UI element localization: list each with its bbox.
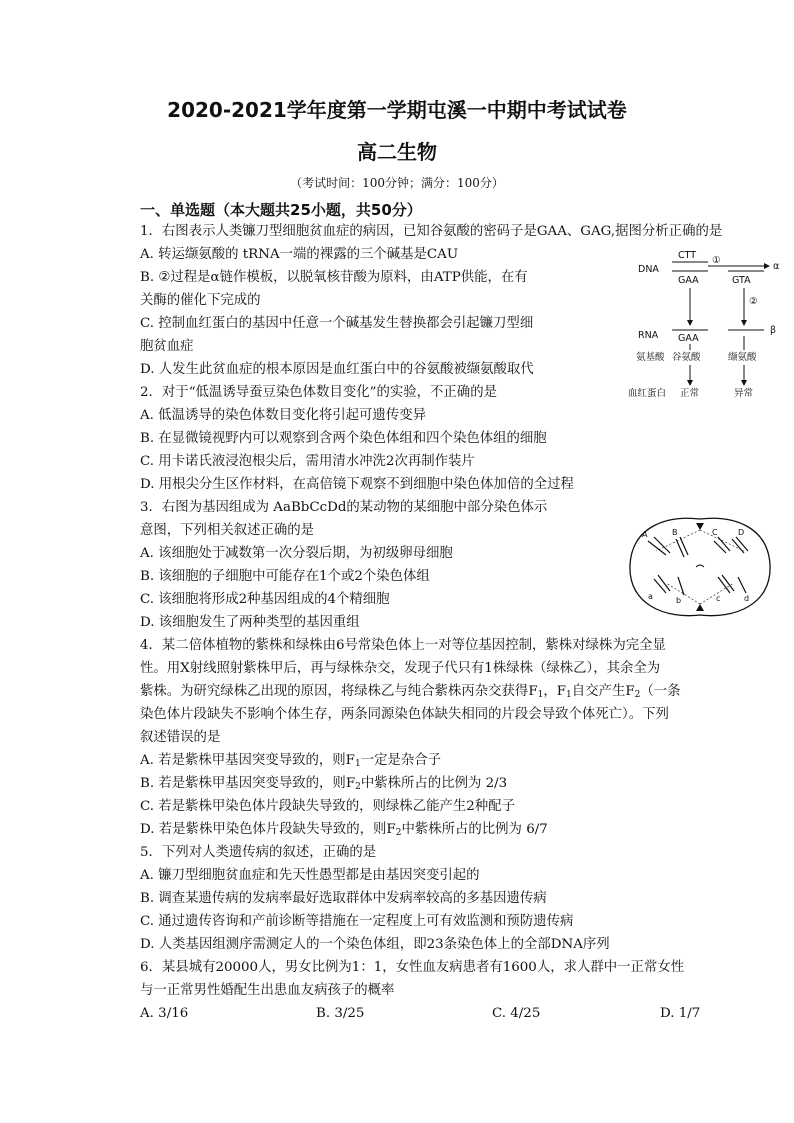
subscript: 1 <box>566 690 572 700</box>
q3-stem: 3．右图为基因组成为 AaBbCcDd的某动物的某细胞中部分染色体示 <box>140 500 548 515</box>
q6-stem-line-1: 6．某县城有20000人，男女比例为1：1，女性血友病患者有1600人，求人群中一正常女性 <box>140 960 685 975</box>
valine-label: 缬氨酸 <box>728 352 757 363</box>
q5-option-a: A. 镰刀型细胞贫血症和先天性愚型都是由基因突变引起的 <box>140 868 480 883</box>
q1-option-d: D. 人发生此贫血症的根本原因是血红蛋白中的谷氨酸被缬氨酸取代 <box>140 362 534 377</box>
q6-option-d: D. 1/7 <box>660 1006 701 1021</box>
q4-text: 自交产生F <box>571 684 635 699</box>
q3-stem-cont: 意图，下列相关叙述正确的是 <box>140 523 315 538</box>
q4-text: B. 若是紫株甲基因突变导致的，则F <box>140 776 356 791</box>
step-1-label: ① <box>712 255 721 266</box>
abnormal-label: 异常 <box>734 388 754 399</box>
q4-stem-line-2: 性。用X射线照射紫株甲后，再与绿株杂交，发现子代只有1株绿株（绿株乙），其余全为 <box>140 661 661 676</box>
subscript: 1 <box>354 759 361 769</box>
dna-label: DNA <box>638 264 659 275</box>
q4-stem-line-4: 染色体片段缺失不影响个体生存，两条同源染色体缺失相同的片段会导致个体死亡）。下列 <box>140 707 669 722</box>
alpha-label: α <box>773 261 780 272</box>
section-heading: 一、单选题（本大题共25小题，共50分） <box>140 201 422 219</box>
q1-option-c: C. 控制血红蛋白的基因中任意一个碱基发生替换都会引起镰刀型细 <box>140 316 534 331</box>
q4-text: 紫株。为研究绿株乙出现的原因，将绿株乙与纯合紫株丙杂交获得F <box>140 684 538 699</box>
q6-option-b: B. 3/25 <box>316 1006 365 1021</box>
cell-division-diagram <box>626 513 774 623</box>
q4-text: A. 若是紫株甲基因突变导致的，则F <box>140 753 355 768</box>
codon-gta: GTA <box>732 275 751 286</box>
arrowhead <box>687 320 693 326</box>
gene-d-label: d <box>744 594 750 603</box>
q5-option-d: D. 人类基因组测序需测定人的一个染色体组，即23条染色体上的全部DNA序列 <box>140 937 610 952</box>
arrowhead <box>687 380 693 386</box>
arrowhead <box>741 380 747 386</box>
chromosome-upper-left <box>648 537 688 557</box>
q5-option-c: C. 通过遗传咨询和产前诊断等措施在一定程度上可有效监测和预防遗传病 <box>140 914 574 929</box>
q1-stem: 1．右图表示人类镰刀型细胞贫血症的病因，已知谷氨酸的密码子是GAA、GAG,据图分析正确的是 <box>140 224 723 239</box>
q1-option-c-cont: 胞贫血症 <box>140 339 194 354</box>
q5-option-b: B. 调查某遗传病的发病率最好选取群体中发病率较高的多基因遗传病 <box>140 891 547 906</box>
subscript: 1 <box>537 690 544 700</box>
q4-stem-line-3 <box>140 682 681 705</box>
beta-label: β <box>770 325 777 336</box>
arrowhead <box>741 320 747 326</box>
rna-label: RNA <box>638 330 659 341</box>
gene-c-label: c <box>716 594 721 603</box>
subscript: 2 <box>355 782 361 792</box>
q1-option-b: B. ②过程是α链作模板，以脱氧核苷酸为原料，由ATP供能，在有 <box>140 270 528 285</box>
amino-acid-label: 氨基酸 <box>636 352 665 363</box>
pole-bottom <box>696 604 704 611</box>
glutamate-label: 谷氨酸 <box>672 352 701 363</box>
gene-a-label: a <box>648 592 653 601</box>
q3-option-b: B. 该细胞的子细胞中可能存在1个或2个染色体组 <box>140 569 430 584</box>
q2-option-c: C. 用卡诺氏液浸泡根尖后，需用清水冲洗2次再制作装片 <box>140 454 475 469</box>
q4-option-a <box>140 751 441 774</box>
q4-option-d <box>140 820 548 843</box>
gene-A-label: A <box>642 530 648 539</box>
q3-option-d: D. 该细胞发生了两种类型的基因重组 <box>140 615 360 630</box>
q4-text: （一条 <box>640 684 681 699</box>
gene-b-label: b <box>676 596 682 605</box>
normal-label: 正常 <box>680 388 700 399</box>
step-2-label: ② <box>749 296 758 307</box>
q4-option-c: C. 若是紫株甲染色体片段缺失导致的，则绿株乙能产生2种配子 <box>140 799 515 814</box>
q1-option-a: A. 转运缬氨酸的 tRNA一端的裸露的三个碱基是CAU <box>140 247 459 262</box>
gene-B-label: B <box>672 528 678 537</box>
q4-stem-line-5: 叙述错误的是 <box>140 730 221 745</box>
q2-option-b: B. 在显微镜视野内可以观察到含两个染色体组和四个染色体组的细胞 <box>140 431 547 446</box>
rna-codon-gaa: GAA <box>678 333 699 344</box>
q3-option-c: C. 该细胞将形成2种基因组成的4个精细胞 <box>140 592 390 607</box>
gene-C-label: C <box>712 528 718 537</box>
q2-stem: 2．对于“低温诱导蚕豆染色体数目变化”的实验，不正确的是 <box>140 385 497 400</box>
subscript: 2 <box>634 690 641 700</box>
cleavage-furrow <box>696 565 704 567</box>
subject-title: 高二生物 <box>357 140 437 164</box>
exam-info: （考试时间：100分钟；满分：100分） <box>290 176 504 190</box>
gene-D-label: D <box>738 528 745 537</box>
pole-top <box>696 523 704 530</box>
codon-gaa: GAA <box>678 275 699 286</box>
hemoglobin-label: 血红蛋白 <box>628 388 667 399</box>
q6-option-a: A. 3/16 <box>140 1006 189 1021</box>
exam-title: 2020-2021学年度第一学期屯溪一中期中考试试卷 <box>167 98 627 122</box>
q4-text: ，F <box>543 684 567 699</box>
codon-ctt: CTT <box>678 250 697 261</box>
q6-option-c: C. 4/25 <box>492 1006 541 1021</box>
q1-option-b-cont: 关酶的催化下完成的 <box>140 293 261 308</box>
q4-text: 一定是杂合子 <box>360 753 442 768</box>
q2-option-d: D. 用根尖分生区作材料，在高倍镜下观察不到细胞中染色体加倍的全过程 <box>140 477 574 492</box>
q4-stem-line-1: 4．某二倍体植物的紫株和绿株由6号常染色体上一对等位基因控制，紫株对绿株为完全显 <box>140 638 666 653</box>
q4-option-b <box>140 774 507 797</box>
q4-text: D. 若是紫株甲染色体片段缺失导致的，则F <box>140 822 396 837</box>
sickle-cell-diagram <box>628 244 786 402</box>
spindle-fiber <box>656 530 700 551</box>
q6-stem-line-2: 与一正常男性婚配生出患血友病孩子的概率 <box>140 983 395 998</box>
q3-option-a: A. 该细胞处于减数第一次分裂后期，为初级卵母细胞 <box>140 546 453 561</box>
q5-stem: 5．下列对人类遗传病的叙述，正确的是 <box>140 845 377 860</box>
q2-option-a: A. 低温诱导的染色体数目变化将引起可遗传变异 <box>140 408 426 423</box>
q4-text: 中紫株所占的比例为 6/7 <box>401 822 548 837</box>
subscript: 2 <box>395 828 402 838</box>
arrowhead <box>764 263 770 269</box>
q4-text: 中紫株所占的比例为 2/3 <box>360 776 508 791</box>
